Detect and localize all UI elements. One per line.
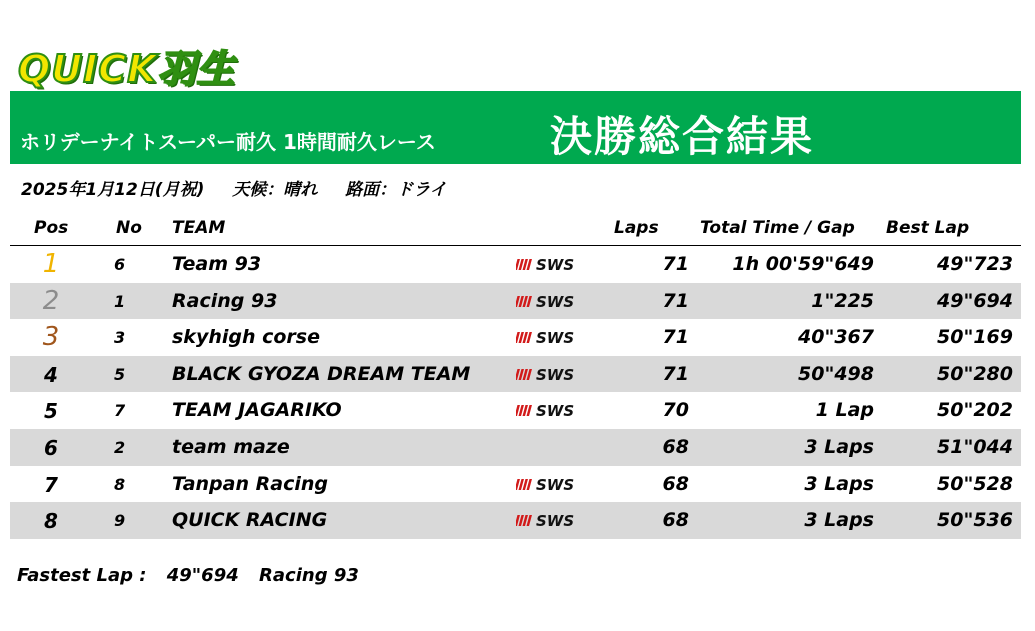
sws-sponsor-logo (516, 477, 590, 492)
position: 6 (44, 435, 58, 460)
weather: 天候：晴れ (232, 180, 318, 200)
best-lap: 50"280 (937, 362, 1013, 385)
best-lap: 51"044 (937, 435, 1013, 458)
race-info (21, 175, 469, 200)
position: 7 (44, 472, 58, 497)
car-number: 8 (114, 474, 126, 494)
team-name: Racing 93 (172, 289, 278, 312)
car-number: 2 (114, 437, 126, 457)
total-time-gap: 1"225 (811, 289, 874, 312)
best-lap: 50"202 (937, 399, 1013, 422)
header-pos: Pos (34, 218, 69, 238)
car-number: 3 (114, 328, 126, 348)
header-team: TEAM (172, 218, 226, 238)
total-time-gap: 40"367 (798, 326, 874, 349)
laps: 71 (662, 289, 689, 312)
svg-text:SWS: SWS (536, 476, 575, 492)
fastest-lap-time: 49"694 (166, 565, 239, 586)
laps: 71 (662, 362, 689, 385)
laps: 71 (662, 253, 689, 275)
car-number: 5 (114, 364, 126, 384)
table-row (10, 392, 1021, 429)
table-row (10, 246, 1021, 283)
team-name: QUICK RACING (172, 509, 328, 532)
svg-text:SWS: SWS (536, 293, 575, 309)
position: 1 (42, 249, 60, 279)
team-name: TEAM JAGARIKO (172, 399, 342, 422)
best-lap: 50"528 (937, 472, 1013, 495)
table-row (10, 466, 1021, 503)
table-row (10, 356, 1021, 393)
race-date: 2025年1月12日(月祝) (21, 180, 205, 200)
total-time-gap: 3 Laps (804, 509, 874, 532)
laps: 68 (662, 472, 689, 495)
svg-text:SWS: SWS (536, 366, 575, 382)
best-lap: 50"169 (937, 326, 1013, 349)
header-best: Best Lap (886, 218, 970, 238)
table-row (10, 502, 1021, 539)
sws-sponsor-logo (516, 513, 590, 528)
total-time-gap: 3 Laps (804, 472, 874, 495)
team-name: BLACK GYOZA DREAM TEAM (172, 362, 471, 385)
fastest-lap-label: Fastest Lap : (17, 565, 147, 586)
header-time: Total Time / Gap (700, 218, 855, 238)
results-table (10, 246, 1021, 539)
sws-sponsor-logo (516, 294, 590, 309)
laps: 71 (662, 326, 689, 349)
total-time-gap: 50"498 (798, 362, 874, 385)
total-time-gap: 3 Laps (804, 435, 874, 458)
page-title: 決勝総合結果 (550, 112, 815, 161)
sws-sponsor-logo (516, 367, 590, 382)
track-condition: 路面：ドライ (345, 180, 447, 200)
fastest-lap-team: Racing 93 (259, 565, 359, 586)
quick-hanyu-logo: QUICK羽生 (18, 47, 236, 91)
header-laps: Laps (614, 218, 659, 238)
total-time-gap: 1h 00'59"649 (732, 253, 874, 275)
position: 4 (44, 362, 58, 387)
title-banner (10, 91, 1021, 164)
event-subtitle: ホリデーナイトスーパー耐久 1時間耐久レース (20, 130, 436, 154)
sws-sponsor-logo (516, 257, 590, 272)
team-name: skyhigh corse (172, 326, 320, 349)
table-row (10, 283, 1021, 320)
car-number: 7 (114, 401, 126, 421)
svg-text:SWS: SWS (536, 403, 575, 419)
best-lap: 49"723 (937, 253, 1013, 275)
sws-sponsor-logo (516, 403, 590, 418)
position: 3 (42, 322, 60, 353)
svg-text:SWS: SWS (536, 330, 575, 346)
team-name: team maze (172, 435, 290, 458)
team-name: Tanpan Racing (172, 472, 328, 495)
laps: 70 (662, 399, 689, 422)
sws-sponsor-logo (516, 330, 590, 345)
header-no: No (116, 218, 142, 238)
car-number: 1 (114, 291, 126, 311)
svg-text:SWS: SWS (536, 257, 575, 272)
position: 2 (42, 285, 60, 316)
position: 5 (44, 399, 58, 424)
total-time-gap: 1 Lap (815, 399, 874, 422)
car-number: 9 (114, 511, 126, 531)
results-header (10, 215, 1021, 246)
table-row (10, 429, 1021, 466)
best-lap: 50"536 (937, 509, 1013, 532)
laps: 68 (662, 435, 689, 458)
team-name: Team 93 (172, 253, 262, 275)
best-lap: 49"694 (937, 289, 1013, 312)
fastest-lap (17, 565, 373, 586)
laps: 68 (662, 509, 689, 532)
position: 8 (44, 509, 58, 534)
svg-text:SWS: SWS (536, 513, 575, 529)
car-number: 6 (114, 255, 126, 274)
table-row (10, 319, 1021, 356)
